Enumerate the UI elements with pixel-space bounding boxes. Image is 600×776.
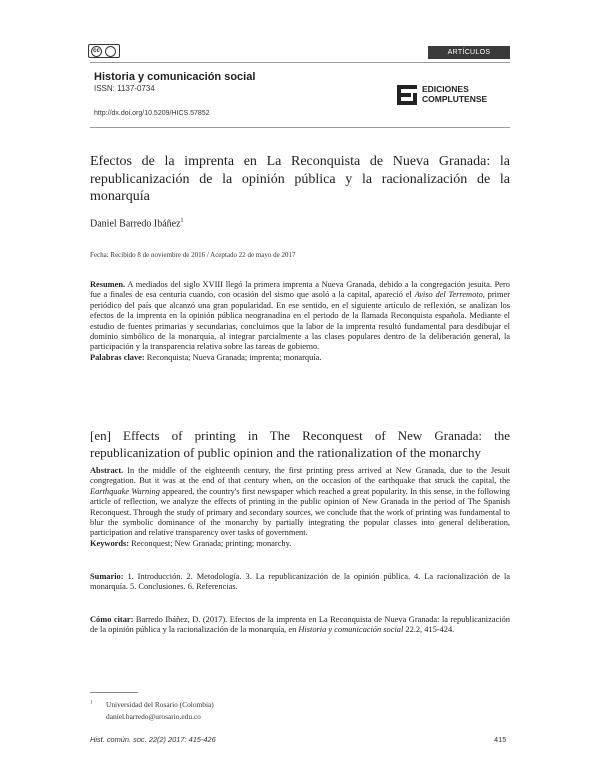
header-top-rule [90, 62, 510, 63]
citation-italic: Historia y comunicación social [298, 625, 404, 635]
journal-issn: ISSN: 1137-0734 [94, 84, 155, 93]
footer-citation: Hist. común. soc. 22(2) 2017: 415-426 [90, 735, 216, 744]
doi-link[interactable]: http://dx.doi.org/10.5209/HICS.57852 [94, 110, 210, 117]
header-bottom-rule [90, 127, 510, 128]
english-title: [en] Effects of printing in The Reconquest of New Granada: the republicanization of public opinion and the rationalization of the monarchy [90, 428, 510, 460]
citation-label: Cómo citar: [90, 615, 134, 624]
cc-license-icon[interactable] [88, 44, 120, 58]
publisher-line-2: COMPLUTENSE [422, 94, 488, 104]
footnote-email[interactable]: daniel.barredo@urosario.edu.co [106, 712, 201, 721]
abstract-es-text: A mediados del siglo XVIII llegó la primera imprenta a Nueva Granada, debido a la congregación jesuita. Pero fue a finales de esa centuria cuando, con ocasión del sismo que asoló a la capital, apareció el [90, 280, 510, 300]
abstract-es-label: Resumen. [90, 280, 126, 289]
citation [90, 615, 510, 636]
publisher-line-1: EDICIONES [422, 84, 469, 94]
citation-text: Barredo Ibáñez, D. (2017). Efectos de la imprenta en La Reconquista de Nueva Granada: la republicanización de la opinión pública y la racionalización de la monarquía, en [90, 615, 510, 635]
abstract-en-text: In the middle of the eighteenth century, the first printing press arrived at New Granada, due to the Jesuit congregation. But it was at the end of that century when, on the occasion of the earthquake that struck the capital, the [90, 466, 510, 486]
keywords-en-label: Keywords: [90, 538, 130, 548]
page-number: 415 [494, 735, 507, 744]
citation-text-2: 22.2, 415-424. [403, 625, 455, 635]
footnote-number: 1 [90, 700, 93, 706]
journal-title: Historia y comunicación social [94, 71, 256, 83]
keywords-en: Reconquest; New Granada; printing; monarchy. [129, 538, 292, 548]
summary [90, 572, 510, 593]
keywords-es: Reconquista; Nueva Granada; imprenta; monarquía. [144, 352, 322, 362]
abstract-es-text-2: primer periódico del país que alcanzó una gran popularidad. En ese sentido, en el siguiente artículo de reflexión, se analizan los efectos de la imprenta en la opinión pública neogranadina en el periodo de la llamada Reconquista española. Mediante el estudio de fuentes primarias y secundarias, concluimos que la labor de la imprenta resultó fundamental para desdibujar el dominio simbólico de la monarquía, al integrar parcialmente a las clases populares dentro de la deliberación general, la participación y la transparencia relativa sobre las tareas de gobierno. [90, 290, 511, 352]
author-note-mark: 1 [180, 218, 184, 224]
abstract-en-label: Abstract. [90, 466, 124, 475]
summary-label: Sumario: [90, 572, 124, 581]
cc-circle-icon: cc [91, 46, 102, 57]
abstract-en [90, 466, 510, 549]
author-name: Daniel Barredo Ibáñez [90, 218, 181, 230]
summary-text: 1. Introducción. 2. Metodología. 3. La republicanización de la opinión pública. 4. La racionalización de la monarquía. 5. Conclusiones. 6. Referencias. [90, 572, 510, 592]
section-badge: ARTÍCULOS [428, 46, 510, 59]
article-author [90, 218, 184, 229]
publisher-name [422, 84, 487, 104]
footnote-rule [90, 692, 138, 693]
footnote-affiliation: Universidad del Rosario (Colombia) [106, 700, 214, 709]
ediciones-complutense-logo-icon [396, 84, 418, 106]
abstract-en-italic: Earthquake Warning [90, 486, 160, 496]
footnote-mark [90, 700, 93, 709]
person-icon [105, 46, 116, 57]
article-title: Efectos de la imprenta en La Reconquista de Nueva Granada: la republicanización de la opinión pública y la racionalización de la monarquía [90, 154, 510, 204]
article-dates: Fecha: Recibido 8 de noviembre de 2016 / Aceptado 22 de mayo de 2017 [90, 251, 296, 259]
abstract-en-text-2: appeared, the country's first newspaper which reached a great popularity. In this sense, in the following article of reflection, we analyze the effects of printing in the public opinion of New Granada in the period of The Spanish Reconquest. Through the study of primary and secondary sources, we conclude that the work of printing was fundamental to blur the symbolic dominance of the monarchy by partially integrating the popular classes into general deliberation, participation and relative transparency over tasks of government. [90, 486, 510, 538]
keywords-es-label: Palabras clave: [90, 352, 145, 362]
abstract-es [90, 280, 510, 363]
abstract-es-italic: Aviso del Terremoto, [414, 290, 485, 300]
